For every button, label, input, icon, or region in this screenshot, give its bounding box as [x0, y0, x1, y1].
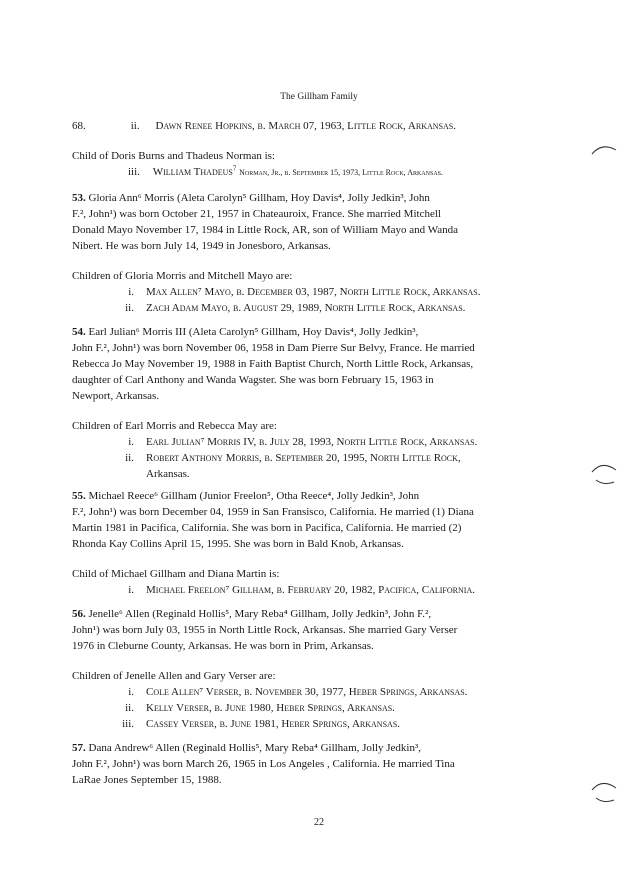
child-text: Earl Julian⁷ Morris IV, b. July 28, 1993, North Little Rock, Arkansas. [146, 436, 478, 448]
entry-number: 54. [72, 326, 86, 338]
roman-numeral: ii. [125, 452, 134, 464]
children-intro: Children of Gloria Morris and Mitchell Mayo are: [72, 270, 293, 282]
binder-hole-mark [590, 458, 620, 488]
entry-line: Nibert. He was born July 14, 1949 in Jonesboro, Arkansas. [72, 240, 331, 252]
entry-57 [72, 740, 562, 788]
roman-numeral: i. [128, 436, 134, 448]
entry-line: Newport, Arkansas. [72, 390, 160, 402]
entry-line: Jenelle⁶ Allen (Reginald Hollis⁵, Mary Reba⁴ Gillham, Jolly Jedkin³, John F.², [88, 608, 432, 620]
entry-number: 56. [72, 608, 86, 620]
list-item [72, 716, 562, 732]
entry-line: John¹) was born July 03, 1955 in North Little Rock, Arkansas. She married Gary Verser [72, 624, 458, 636]
list-item [72, 300, 562, 316]
list-item-continuation [72, 466, 562, 482]
entry-line: Dana Andrew⁶ Allen (Reginald Hollis⁵, Mary Reba⁴ Gillham, Jolly Jedkin³, [88, 742, 422, 754]
entry-line: Michael Reece⁶ Gillham (Junior Freelon⁵, Otha Reece⁴, Jolly Jedkin³, John [88, 490, 420, 502]
norman-family [72, 148, 562, 181]
child-text: Max Allen⁷ Mayo, b. December 03, 1987, North Little Rock, Arkansas. [146, 286, 481, 298]
entry-56 [72, 606, 562, 732]
list-item [72, 684, 562, 700]
entry-number: 68. [72, 120, 86, 132]
list-item [72, 164, 562, 181]
child-name: William Thadeus [152, 166, 233, 178]
entry-line: Rhonda Kay Collins April 15, 1995. She was born in Bald Knob, Arkansas. [72, 538, 404, 550]
entry-line: Earl Julian⁶ Morris III (Aleta Carolyn⁵ Gillham, Hoy Davis⁴, Jolly Jedkin³, [88, 326, 419, 338]
entry-number: 57. [72, 742, 86, 754]
entry-68 [72, 118, 562, 134]
entry-line: daughter of Carl Anthony and Wanda Wagster. She was born February 15, 1963 in [72, 374, 434, 386]
roman-numeral: ii. [125, 302, 134, 314]
list-item [72, 700, 562, 716]
entry-53 [72, 190, 562, 316]
entry-line: LaRae Jones September 15, 1988. [72, 774, 222, 786]
child-text: Zach Adam Mayo, b. August 29, 1989, North Little Rock, Arkansas. [146, 302, 466, 314]
list-item [72, 450, 562, 466]
page-number: 22 [314, 817, 324, 828]
list-item [72, 284, 562, 300]
page-header: The Gillham Family [280, 92, 358, 102]
roman-numeral: iii. [128, 166, 140, 178]
roman-numeral: i. [128, 686, 134, 698]
children-intro: Children of Earl Morris and Rebecca May are: [72, 420, 277, 432]
entry-line: Gloria Ann⁶ Morris (Aleta Carolyn⁵ Gillham, Hoy Davis⁴, Jolly Jedkin³, John [88, 192, 430, 204]
list-item [72, 582, 562, 598]
child-text: Cole Allen⁷ Verser, b. November 30, 1977, Heber Springs, Arkansas. [146, 686, 468, 698]
entry-line: F.², John¹) was born December 04, 1959 in San Fransisco, California. He married (1) Diana [72, 506, 474, 518]
roman-numeral: i. [128, 584, 134, 596]
roman-numeral: ii. [125, 702, 134, 714]
child-text: Dawn Renee Hopkins, b. March 07, 1963, Little Rock, Arkansas. [155, 120, 456, 132]
entry-line: 1976 in Cleburne County, Arkansas. He was born in Prim, Arkansas. [72, 640, 374, 652]
entry-line: Martin 1981 in Pacifica, California. She was born in Pacifica, California. He married (2) [72, 522, 462, 534]
entry-54 [72, 324, 562, 482]
entry-number: 53. [72, 192, 86, 204]
child-text: Michael Freelon⁷ Gillham, b. February 20, 1982, Pacifica, California. [146, 584, 475, 596]
children-intro: Children of Jenelle Allen and Gary Verser are: [72, 670, 276, 682]
list-item [72, 434, 562, 450]
entry-line: F.², John¹) was born October 21, 1957 in Chateauroix, France. She married Mitchell [72, 208, 441, 220]
child-text: Cassey Verser, b. June 1981, Heber Springs, Arkansas. [146, 718, 401, 730]
children-intro: Child of Michael Gillham and Diana Martin is: [72, 568, 280, 580]
binder-hole-mark [590, 776, 620, 806]
roman-numeral: i. [128, 286, 134, 298]
entry-line: John F.², John¹) was born March 26, 1965 in Los Angeles , California. He married Tina [72, 758, 455, 770]
binder-hole-mark [590, 140, 620, 162]
child-text: Kelly Verser, b. June 1980, Heber Springs, Arkansas. [146, 702, 395, 714]
generation-number: 7 [232, 164, 237, 173]
entry-number: 55. [72, 490, 86, 502]
entry-line: Donald Mayo November 17, 1984 in Little Rock, AR, son of William Mayo and Wanda [72, 224, 458, 236]
entry-line: Rebecca Jo May November 19, 1988 in Faith Baptist Church, North Little Rock, Arkansas, [72, 358, 474, 370]
child-text-continuation: Arkansas. [146, 468, 190, 480]
entry-55 [72, 488, 562, 598]
child-text: Robert Anthony Morris, b. September 20, 1995, North Little Rock, [146, 452, 461, 464]
entry-line: John F.², John¹) was born November 06, 1958 in Dam Pierre Sur Belvy, France. He married [72, 342, 475, 354]
roman-numeral: iii. [122, 718, 134, 730]
child-text: Norman, Jr., b. September 15, 1973, Little Rock, Arkansas. [239, 168, 444, 177]
roman-numeral: ii. [130, 120, 140, 132]
children-intro: Child of Doris Burns and Thadeus Norman is: [72, 150, 275, 162]
